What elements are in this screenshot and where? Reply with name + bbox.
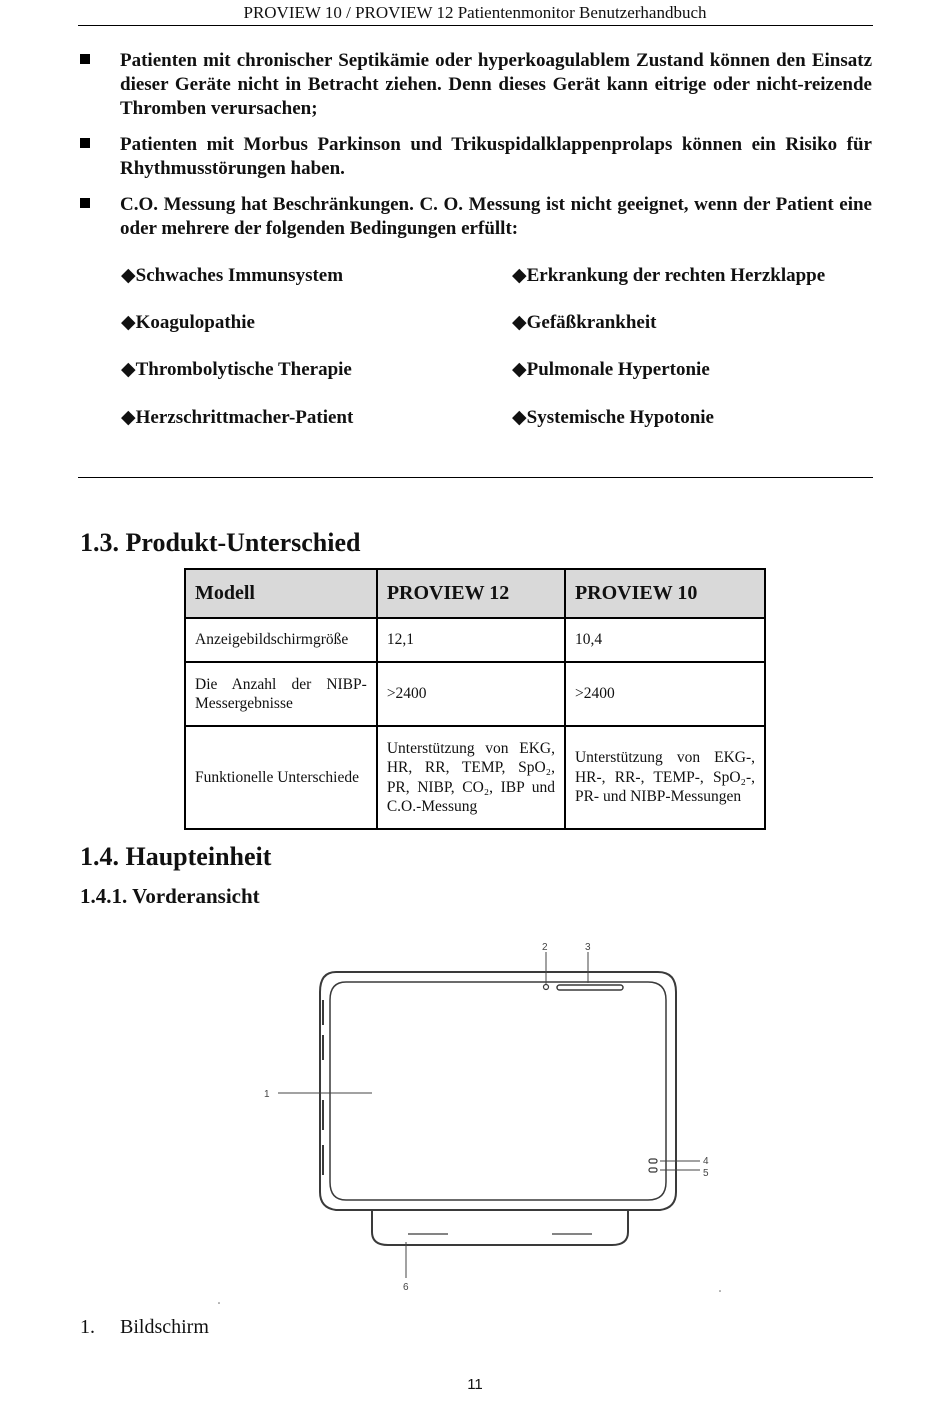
figure-legend-item xyxy=(80,1316,209,1339)
condition-item: ◆Herzschrittmacher-Patient xyxy=(121,407,354,428)
header-divider xyxy=(78,25,873,26)
condition-item: ◆Gefäßkrankheit xyxy=(512,312,657,333)
callout-label: 6 xyxy=(403,1282,409,1293)
condition-item: ◆Koagulopathie xyxy=(121,312,255,333)
bullet-square xyxy=(80,138,90,148)
table-header-cell: PROVIEW 12 xyxy=(377,569,565,618)
condition-item: ◆Schwaches Immunsystem xyxy=(121,265,344,286)
callout-label: 2 xyxy=(542,942,548,953)
table-cell: Anzeigebildschirmgröße xyxy=(185,618,377,662)
section-heading-produkt-unterschied: 1.3. Produkt-Unterschied xyxy=(80,528,361,557)
screen-outline xyxy=(330,982,666,1200)
bullet-square xyxy=(80,198,90,208)
indicator-light-5 xyxy=(649,1168,657,1172)
table-cell: Die Anzahl der NIBP-Messergebnisse xyxy=(185,662,377,726)
table-header-cell: PROVIEW 10 xyxy=(565,569,765,618)
table-cell: Unterstützung von EKG-, HR-, RR-, TEMP-, SpO₂-, PR- und NIBP-Messungen xyxy=(565,726,765,829)
status-light-bar xyxy=(557,985,623,990)
section-heading-vorderansicht: 1.4.1. Vorderansicht xyxy=(80,884,260,908)
alarm-indicator-icon xyxy=(544,985,549,990)
table-cell: >2400 xyxy=(565,662,765,726)
table-cell: 12,1 xyxy=(377,618,565,662)
page-header: PROVIEW 10 / PROVIEW 12 Patientenmonitor Benutzerhandbuch xyxy=(243,3,707,22)
table-row xyxy=(185,726,765,829)
monitor-base-outline xyxy=(372,1210,628,1245)
condition-item: ◆Thrombolytische Therapie xyxy=(121,359,352,380)
condition-item: ◆Erkrankung der rechten Herzklappe xyxy=(512,265,826,286)
section-heading-haupteinheit: 1.4. Haupteinheit xyxy=(80,842,272,871)
callout-label: 5 xyxy=(703,1168,709,1179)
bullet-square xyxy=(80,54,90,64)
legend-number: 1. xyxy=(80,1316,95,1338)
callout-label: 1 xyxy=(264,1089,270,1100)
product-difference-table xyxy=(184,568,766,830)
page-number: 11 xyxy=(467,1376,483,1393)
table-header-row xyxy=(185,569,765,618)
table-row xyxy=(185,662,765,726)
table-header-cell: Modell xyxy=(185,569,377,618)
table-cell: Unterstützung von EKG, HR, RR, TEMP, SpO₂, PR, NIBP, CO₂, IBP und C.O.-Messung xyxy=(377,726,565,829)
bullet-text-co-messung: C.O. Messung hat Beschränkungen. C. O. Messung ist nicht geeignet, wenn der Patient eine oder mehrere der folgenden Bedingungen erfüllt: xyxy=(120,194,872,239)
condition-item: ◆Pulmonale Hypertonie xyxy=(512,359,710,380)
condition-item: ◆Systemische Hypotonie xyxy=(512,407,714,428)
table-cell: 10,4 xyxy=(565,618,765,662)
monitor-housing-outline xyxy=(320,972,676,1210)
legend-label: Bildschirm xyxy=(120,1316,209,1338)
bullet-text-parkinson: Patienten mit Morbus Parkinson und Trikuspidalklappenprolaps können ein Risiko für Rhythmusstörungen haben. xyxy=(120,134,872,179)
indicator-light-4 xyxy=(649,1159,657,1163)
table-cell: Funktionelle Unterschiede xyxy=(185,726,377,829)
callout-label: 3 xyxy=(585,942,591,953)
bullet-text-septikaemie: Patienten mit chronischer Septikämie oder hyperkoagulablem Zustand können den Einsatz dieser Geräte nicht in Betracht ziehen. Denn dieses Gerät kann eitrige oder nicht-reizende Thromben verursachen; xyxy=(120,50,872,119)
table-cell: >2400 xyxy=(377,662,565,726)
callout-label: 4 xyxy=(703,1156,709,1167)
table-row xyxy=(185,618,765,662)
monitor-front-view-figure xyxy=(0,930,950,1310)
section-divider xyxy=(78,477,873,478)
